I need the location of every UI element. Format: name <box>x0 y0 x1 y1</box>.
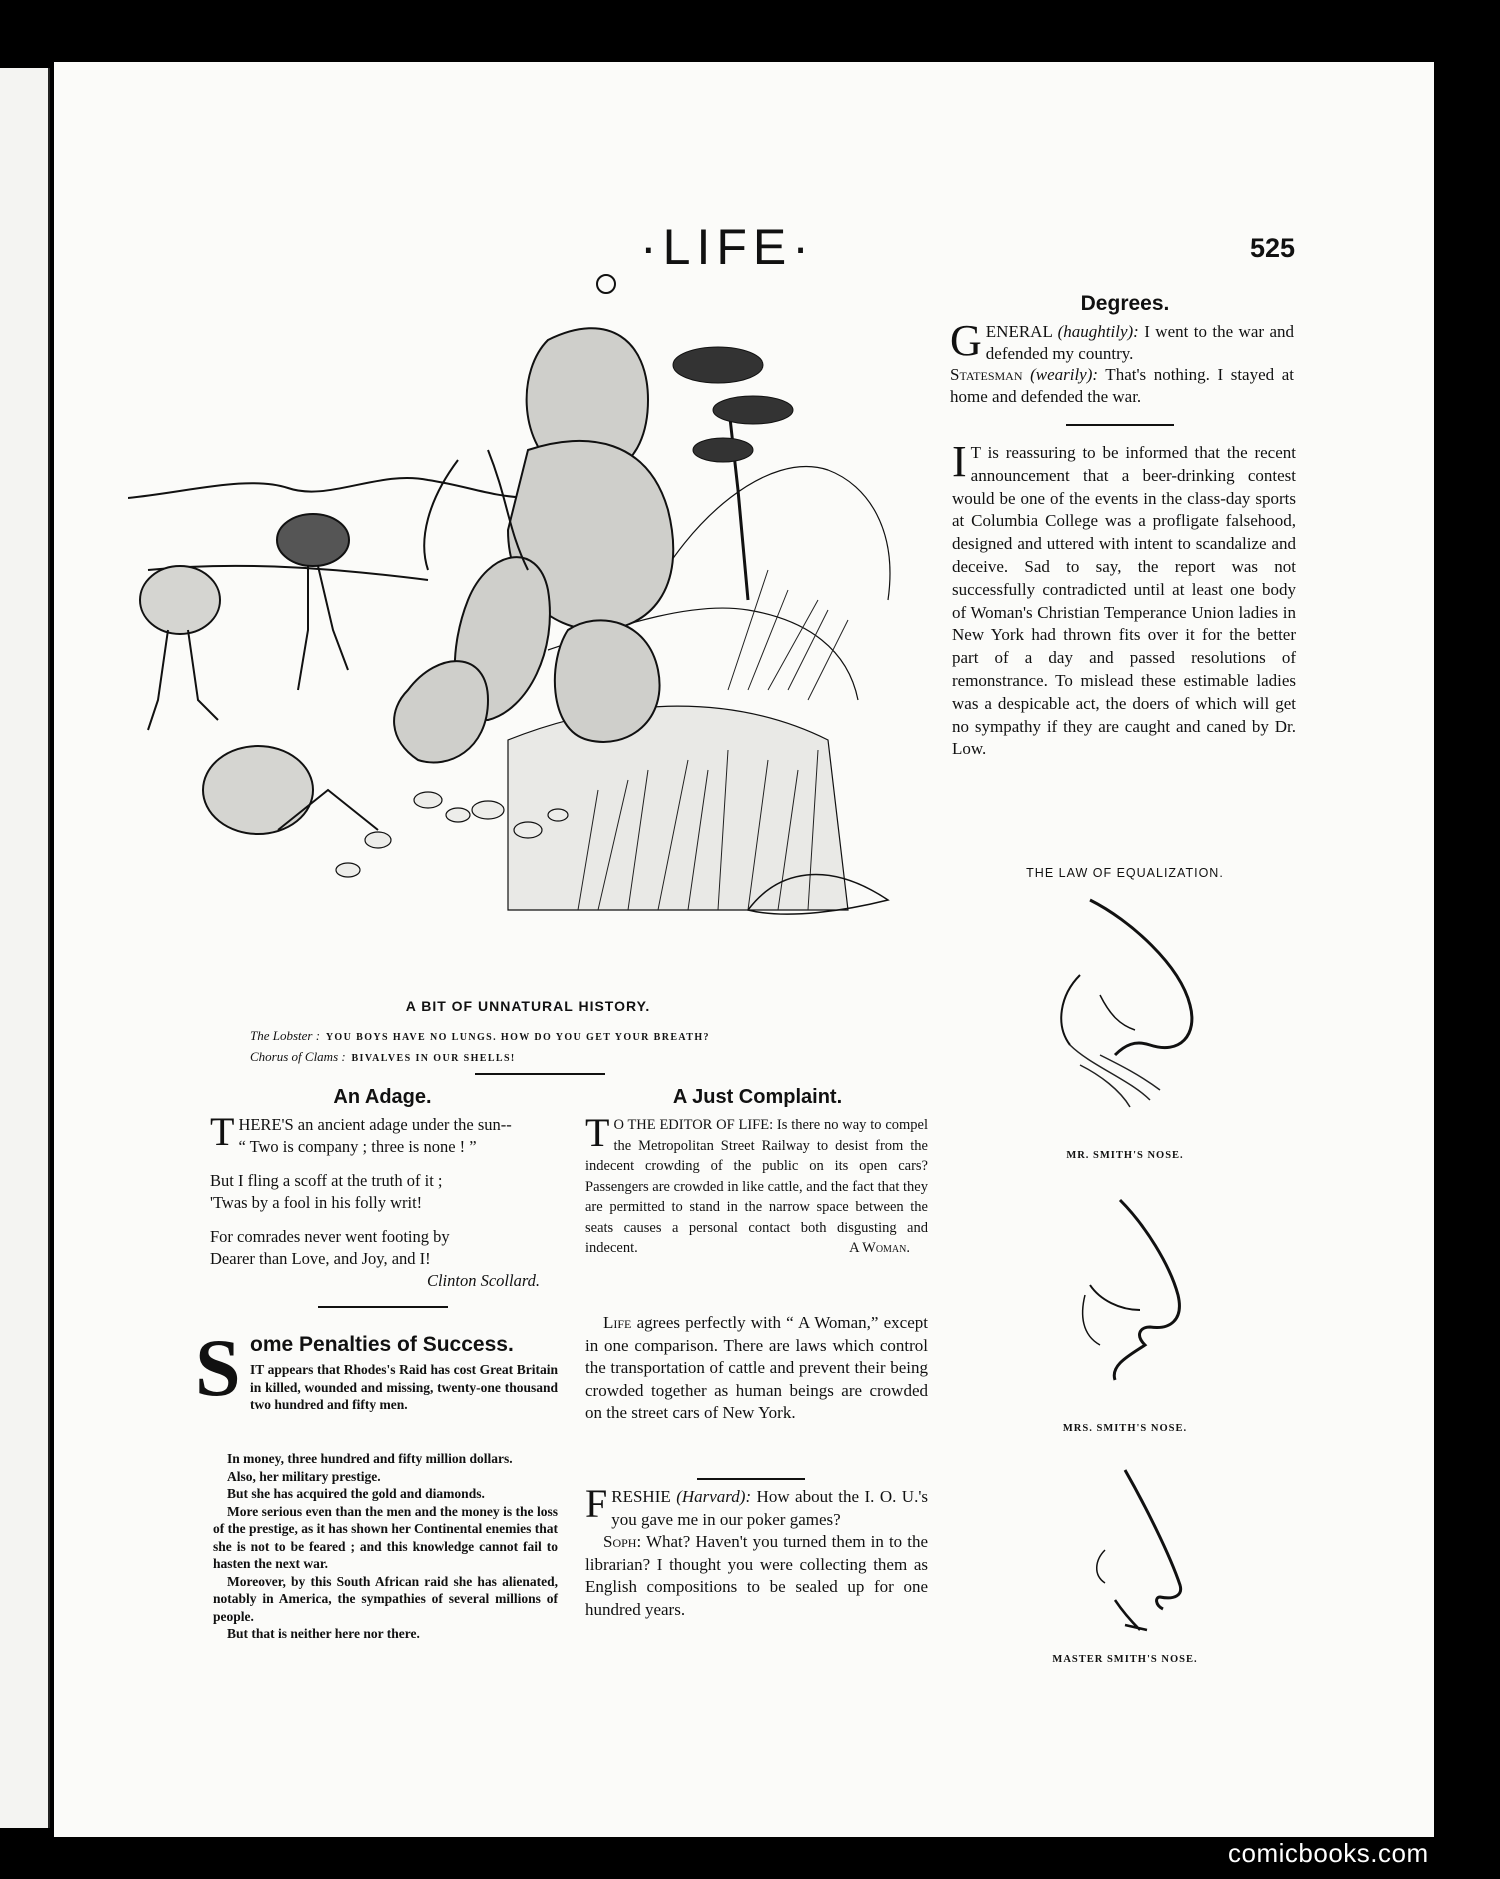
page-number: 525 <box>1250 233 1296 263</box>
mrs-smith-nose-drawing <box>1060 1195 1210 1385</box>
divider <box>318 1306 448 1308</box>
degrees-title: Degrees. <box>1080 292 1170 315</box>
mr-smith-nose-drawing <box>1040 895 1210 1110</box>
freshie-dialogue: FRESHIE (Harvard): How about the I. O. U.'s you gave me in our poker games? Soph: What? Haven't you turned them in to the librarian? I thought you were collecting them as English compositions to be sealed up for one hundred years. <box>585 1481 929 1619</box>
freshie-dropcap: F <box>585 1481 608 1526</box>
watermark: comicbooks.com <box>1228 1838 1429 1868</box>
master-smith-nose-drawing <box>1085 1465 1195 1650</box>
cartoon-caption <box>250 1026 710 1068</box>
cartoon-title: A BIT OF UNNATURAL HISTORY. <box>405 998 651 1014</box>
adage-title: An Adage. <box>333 1086 432 1108</box>
complaint-title: A Just Complaint. <box>672 1086 843 1108</box>
cartoon-illustration <box>128 270 928 980</box>
degrees-article: GENERAL (haughtily): I went to the war and defended my country. Statesman (wearily): That's nothing. I stayed at home and defended the war. <box>950 316 1294 406</box>
master-smith-nose-label: MASTER SMITH'S NOSE. <box>1052 1654 1198 1665</box>
penalties-intro: IT appears that Rhodes's Raid has cost Great Britain in killed, wounded and missing, twenty-one thousand two hundred and fifty men. <box>250 1362 558 1412</box>
adage-poem: THERE'S an ancient adage under the sun-- “ Two is company ; three is none ! ” But I fling a scoff at the truth of it ; 'Twas by a fool in his folly writ! For comrades never went footing by Dearer than Love, and Joy, and I! Clinton Scollard. <box>210 1114 558 1292</box>
adage-author: Clinton Scollard. <box>426 1271 540 1290</box>
clams <box>140 514 378 834</box>
equalization-title: THE LAW OF EQUALIZATION. <box>1026 866 1224 880</box>
mrs-smith-nose-label: MRS. SMITH'S NOSE. <box>1062 1423 1188 1434</box>
columbia-article: I T is reassuring to be informed that the recent announcement that a beer-drinking contest would be one of the events in the class-day sports at Columbia College was a profligate falsehood, designed and uttered with intent to scandalize and deceive. Sad to say, the report was not successfully contradicted until at least one body of Woman's Christian Temperance Union ladies in New York had thrown fits over it for the better part of a day and passed resolutions of remonstrance. To mislead these estimable ladies was a despicable act, the doers of which will get no sympathy if they are caught and caned by Dr. Low. <box>952 437 1296 759</box>
previous-page-edge <box>0 68 50 1828</box>
penalties-dropcap: S <box>195 1322 241 1413</box>
adage-dropcap: T <box>210 1109 235 1154</box>
divider <box>697 1478 805 1480</box>
caption-text-1: YOU BOYS HAVE NO LUNGS. HOW DO YOU GET YOUR BREATH? <box>325 1032 710 1043</box>
complaint-signoff: A Woman. <box>849 1240 910 1256</box>
caption-speaker-2: Chorus of Clams : <box>250 1049 346 1064</box>
penalties-body: In money, three hundred and fifty million dollars. Also, her military prestige. But she has acquired the gold and diamonds. More serious even than the men and the money is the loss of the prestige, as it has shown her Continental enemies that she is not to be feared ; and this knowledge cannot fail to hasten the next war. Moreover, by this South African raid she has alienated, notably in America, the sympathies of several millions of people. But that is neither here nor there. <box>213 1451 558 1641</box>
lobster <box>394 275 673 763</box>
complaint-dropcap: T <box>585 1110 610 1155</box>
penalties-title: ome Penalties of Success. <box>250 1333 514 1356</box>
tree <box>673 347 793 600</box>
columbia-dropcap: I <box>952 437 967 486</box>
mr-smith-nose-label: MR. SMITH'S NOSE. <box>1066 1150 1184 1161</box>
degrees-dropcap: G <box>950 316 982 365</box>
caption-text-2: BIVALVES IN OUR SHELLS! <box>351 1053 516 1064</box>
divider <box>475 1073 605 1075</box>
caption-speaker-1: The Lobster : <box>250 1028 321 1043</box>
complaint-letter: T O THE EDITOR OF LIFE: Is there no way to compel the Metropolitan Street Railway to desist from the indecent crowding of the public on its open cars? Passengers are crowded in like cattle, and the fact that they are permitted to stand in the narrow space between the seats causes a personal contact both disgusting and indecent. A Woman. <box>585 1115 928 1259</box>
complaint-reply: Life agrees perfectly with “ A Woman,” except in one comparison. There are laws which control the transportation of cattle and prevent their being crowded together as human beings are crowded on the street cars of New York. <box>585 1313 928 1422</box>
divider <box>1066 424 1174 426</box>
masthead: ·LIFE· <box>640 219 815 275</box>
